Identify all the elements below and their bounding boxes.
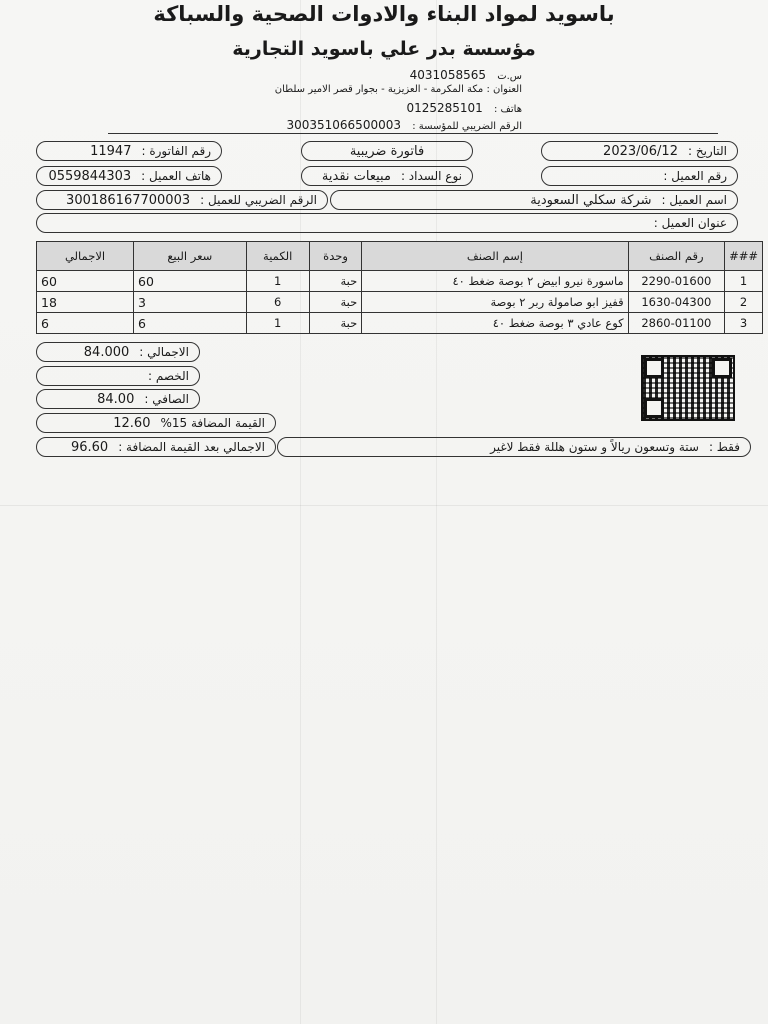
- customer-phone-label: هاتف العميل :: [141, 169, 211, 183]
- col-unit: وحدة: [309, 242, 361, 271]
- col-price: سعر البيع: [134, 242, 246, 271]
- payment-type-field: [301, 166, 473, 186]
- customer-address-field: [36, 213, 738, 233]
- date-label: التاريخ :: [687, 144, 727, 158]
- row-code: 1630-04300: [628, 292, 724, 313]
- amount-in-words-label: فقط :: [708, 440, 740, 454]
- col-total: الاجمالي: [37, 242, 134, 271]
- phone-label: هاتف :: [493, 104, 522, 115]
- vat-label: الرقم الضريبي للمؤسسة :: [412, 121, 522, 132]
- col-code: رقم الصنف: [628, 242, 724, 271]
- customer-vat-label: الرقم الضريبي للعميل :: [200, 193, 317, 207]
- cr-label: س.ت: [497, 71, 522, 82]
- total-value: 84.000: [83, 344, 130, 360]
- table-row: [37, 313, 763, 334]
- customer-vat-value: 300186167700003: [66, 192, 191, 208]
- qr-finder: [712, 358, 732, 378]
- date-value: 2023/06/12: [603, 143, 678, 159]
- items-table: [36, 241, 763, 334]
- address-line: [260, 84, 522, 95]
- row-name: كوع عادي ٣ بوصة ضغط ٤٠: [362, 313, 628, 334]
- grand-total-field: [36, 437, 276, 457]
- amount-in-words-field: [277, 437, 751, 457]
- paper-fold: [0, 505, 768, 506]
- payment-type-value: مبيعات نقدية: [321, 168, 391, 184]
- company-legal-name: مؤسسة بدر علي باسويد التجارية: [232, 38, 536, 60]
- customer-name-value: شركة سكلي السعودية: [530, 192, 652, 208]
- row-total: 6: [37, 313, 134, 334]
- row-unit: حبة: [309, 292, 361, 313]
- col-index: ###: [725, 242, 763, 271]
- grand-total-label: الاجمالي بعد القيمة المضافة :: [118, 440, 265, 454]
- cr-line: [260, 68, 522, 82]
- phone-value: 0125285101: [406, 101, 483, 115]
- vat-value: 300351066500003: [286, 118, 401, 132]
- cr-value: 4031058565: [409, 68, 486, 82]
- amount-in-words-value: ستة وتسعون ريالاً و ستون هللة فقط لاغير: [490, 440, 699, 454]
- vat-line: [260, 118, 522, 132]
- table-header-row: [37, 242, 763, 271]
- row-qty: 1: [246, 271, 309, 292]
- qr-finder: [644, 398, 664, 418]
- row-price: 60: [134, 271, 246, 292]
- table-row: [37, 292, 763, 313]
- row-total: 18: [37, 292, 134, 313]
- row-price: 6: [134, 313, 246, 334]
- discount-field: [36, 366, 200, 386]
- discount-label: الخصم :: [148, 369, 189, 383]
- row-name: ماسورة نيرو ابيض ٢ بوصة ضغط ٤٠: [362, 271, 628, 292]
- phone-line: [260, 101, 522, 115]
- qr-code-icon: [641, 355, 735, 421]
- customer-number-field: [541, 166, 738, 186]
- customer-phone-value: 0559844303: [48, 168, 132, 184]
- row-total: 60: [37, 271, 134, 292]
- vat-amount-value: 12.60: [113, 415, 151, 431]
- customer-address-label: عنوان العميل :: [653, 216, 727, 230]
- invoice-number-value: 11947: [90, 143, 132, 159]
- row-unit: حبة: [309, 271, 361, 292]
- date-field: [541, 141, 738, 161]
- customer-phone-field: [36, 166, 222, 186]
- net-value: 84.00: [97, 391, 135, 407]
- table-row: [37, 271, 763, 292]
- invoice-title-text: فاتورة ضريبية: [349, 143, 425, 159]
- row-price: 3: [134, 292, 246, 313]
- row-code: 2290-01600: [628, 271, 724, 292]
- customer-name-label: اسم العميل :: [661, 193, 727, 207]
- invoice-number-label: رقم الفاتورة :: [141, 144, 211, 158]
- company-name: باسويد لمواد البناء والادوات الصحية والسباكة: [153, 2, 615, 26]
- row-index: 1: [725, 271, 763, 292]
- col-qty: الكمية: [246, 242, 309, 271]
- customer-number-label: رقم العميل :: [663, 169, 727, 183]
- vat-amount-label: القيمة المضافة 15%: [160, 416, 265, 430]
- invoice-title: [301, 141, 473, 161]
- payment-type-label: نوع السداد :: [400, 169, 462, 183]
- qr-finder: [644, 358, 664, 378]
- row-index: 2: [725, 292, 763, 313]
- col-name: إسم الصنف: [362, 242, 628, 271]
- row-unit: حبة: [309, 313, 361, 334]
- row-index: 3: [725, 313, 763, 334]
- total-label: الاجمالي :: [139, 345, 189, 359]
- vat-amount-field: [36, 413, 276, 433]
- address-value: مكة المكرمة - العزيزية - بجوار قصر الامير سلطان: [274, 84, 484, 95]
- row-name: قفيز ابو صامولة ربر ٢ بوصة: [362, 292, 628, 313]
- net-label: الصافي :: [144, 392, 189, 406]
- row-qty: 1: [246, 313, 309, 334]
- address-label: العنوان :: [486, 84, 522, 95]
- customer-name-field: [330, 190, 738, 210]
- net-field: [36, 389, 200, 409]
- invoice-number-field: [36, 141, 222, 161]
- customer-vat-field: [36, 190, 328, 210]
- row-qty: 6: [246, 292, 309, 313]
- total-field: [36, 342, 200, 362]
- header-divider: [108, 133, 718, 134]
- grand-total-value: 96.60: [70, 439, 109, 455]
- row-code: 2860-01100: [628, 313, 724, 334]
